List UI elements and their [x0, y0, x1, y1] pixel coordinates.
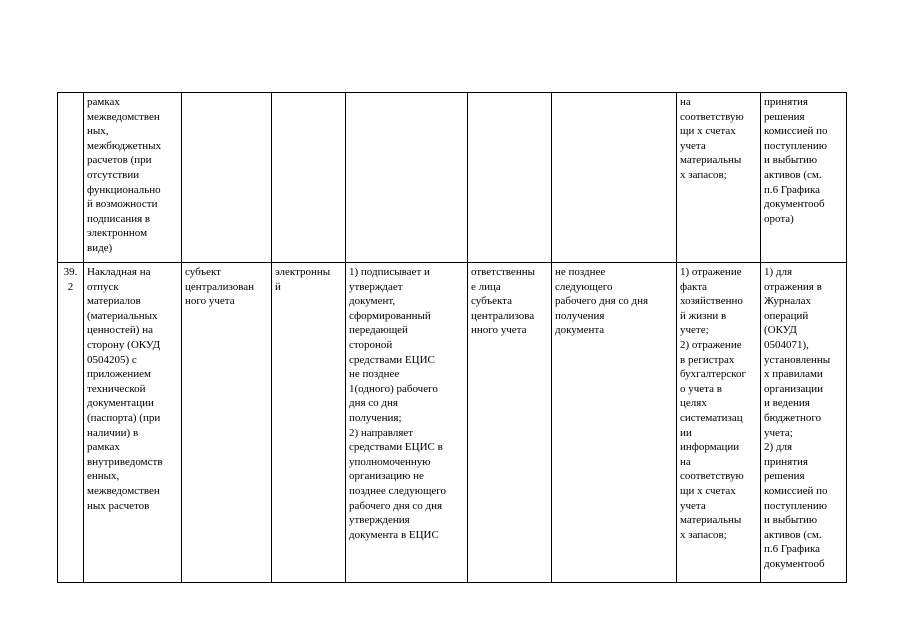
- cell-text: рамках межведомствен ных, межбюджетных расчетов (при отсутствии функционально й возможности подписания в электронном виде): [87, 96, 162, 254]
- table-cell-deadline: [552, 263, 677, 583]
- cell-text: субъект централизован ного учета: [185, 266, 255, 308]
- table-cell-form: [272, 93, 346, 263]
- table-cell-actions: [346, 263, 468, 583]
- table-cell-actions: [346, 93, 468, 263]
- table-cell-responsible: [468, 263, 552, 583]
- table-cell-accounting: [677, 263, 761, 583]
- table-cell-accounting: [677, 93, 761, 263]
- cell-text: принятия решения комиссией по поступлению и выбытию активов (см. п.6 Графика документооб орота): [764, 96, 828, 225]
- table-cell-number: [58, 263, 84, 583]
- cell-text: 1) подписывает и утверждает документ, сформированный передающей стороной средствами ЕЦИС не позднее 1(одного) рабочего дня со дня получения; 2) направляет средствами ЕЦИС в уполномоченную организацию не позднее следующего рабочего дня со дня утверждения документа в ЕЦИС: [349, 266, 447, 541]
- table-cell-document-name: [84, 93, 182, 263]
- cell-text: ответственны е лица субъекта централизова нного учета: [471, 266, 535, 337]
- cell-text: 1) отражение факта хозяйственно й жизни в учете; 2) отражение в регистрах бухгалтерског о учета в целях систематизац ии информации на соответствую щи х счетах учета материальны х запасов;: [680, 266, 747, 541]
- table-row: [58, 93, 847, 263]
- cell-text: не позднее следующего рабочего дня со дня получения документа: [555, 266, 649, 337]
- cell-text: 39. 2: [63, 266, 78, 293]
- table-cell-form: [272, 263, 346, 583]
- document-table: [57, 92, 847, 583]
- cell-text: на соответствую щи х счетах учета материальны х запасов;: [680, 96, 744, 181]
- table-cell-document-name: [84, 263, 182, 583]
- table-cell-purpose: [761, 263, 847, 583]
- table-row: [58, 263, 847, 583]
- table-cell-creator: [182, 93, 272, 263]
- table-cell-number: [58, 93, 84, 263]
- cell-text: Накладная на отпуск материалов (материальных ценностей) на сторону (ОКУД 0504205) с приложением технической документации (паспорта) (при наличии) в рамках внутриведомств енных, межведомствен ных расчетов: [87, 266, 163, 512]
- table-cell-creator: [182, 263, 272, 583]
- table-cell-responsible: [468, 93, 552, 263]
- table-cell-deadline: [552, 93, 677, 263]
- table-cell-purpose: [761, 93, 847, 263]
- cell-text: электронны й: [275, 266, 331, 293]
- cell-text: 1) для отражения в Журналах операций (ОКУД 0504071), установленны х правилами организации и ведения бюджетного учета; 2) для принятия решения комиссией по поступлению и выбытию активов (см. п.6 Графика документооб: [764, 266, 831, 570]
